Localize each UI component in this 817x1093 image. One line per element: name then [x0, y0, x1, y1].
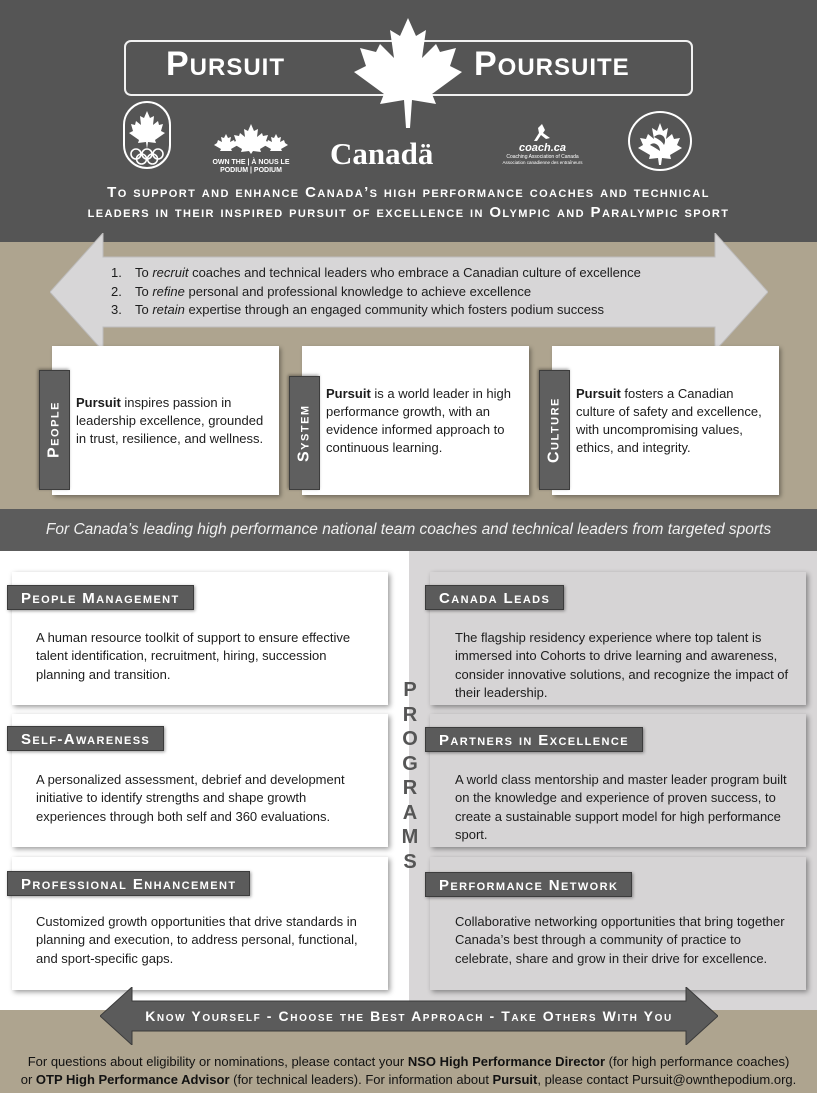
- pillar-tab-system: System: [289, 376, 320, 490]
- own-the-podium-logo: [210, 124, 292, 174]
- maple-leaf-icon: [352, 18, 464, 128]
- cac-line2: Association canadienne des entraîneurs: [502, 160, 583, 165]
- otp-line1: OWN THE | À NOUS LE: [212, 159, 290, 166]
- mission-statement: [0, 183, 817, 222]
- goal-item: 3. To retain expertise through an engaged community which fosters podium success: [111, 302, 604, 317]
- mission-line-1: To support and enhance Canada’s high performance coaches and technical: [107, 184, 710, 201]
- tagline-text: Know Yourself - Choose the Best Approach - Take Others With You: [145, 1008, 673, 1024]
- program-title-performance-network: Performance Network: [425, 872, 632, 897]
- cac-line1: Coaching Association of Canada: [506, 154, 579, 160]
- programs-letter: G: [402, 752, 418, 775]
- programs-letter: O: [402, 728, 418, 750]
- programs-letter: S: [403, 850, 417, 873]
- pillar-text-people: Pursuit inspires passion in leadership excellence, grounded in trust, resilience, and wellness.: [76, 395, 264, 446]
- pillar-tab-people: People: [39, 370, 70, 490]
- audience-strip: For Canada’s leading high performance national team coaches and technical leaders from targeted sports: [0, 509, 817, 551]
- programs-letter: M: [401, 826, 419, 848]
- pillar-text-culture: Pursuit fosters a Canadian culture of safety and excellence, with uncompromising values, ethics, and integrity.: [576, 386, 762, 455]
- goal-item: 2. To refine personal and professional knowledge to achieve excellence: [111, 283, 532, 299]
- pillar-text-system: Pursuit is a world leader in high performance growth, with an evidence informed approach to continuous learning.: [326, 386, 511, 455]
- triple-maple-icon: [210, 124, 292, 154]
- title-french: Poursuite: [474, 45, 630, 83]
- mission-line-2: leaders in their inspired pursuit of excellence in Olympic and Paralympic sport: [87, 203, 730, 221]
- program-text-self-awareness: A personalized assessment, debrief and development initiative to identify strengths and shape growth experiences through both self and 360 evaluations.: [36, 772, 345, 824]
- contact-line-1: For questions about eligibility or nominations, please contact your NSO High Performance Director (for high performance coaches): [27, 1054, 790, 1069]
- goal-item: 1. To recruit coaches and technical leaders who embrace a Canadian culture of excellence: [111, 265, 641, 280]
- contact-line-2: or OTP High Performance Advisor (for technical leaders). For information about Pursuit, please contact Pursuit@ownthepodium.org.: [20, 1072, 797, 1087]
- pillar-tab-culture: Culture: [539, 370, 570, 490]
- program-title-canada-leads: Canada Leads: [425, 585, 564, 610]
- olympic-rings-icon: [125, 103, 169, 167]
- programs-letter: R: [402, 703, 418, 726]
- program-text-performance-network: Collaborative networking opportunities that bring together Canada’s best through a community of practice to celebrate, share and grow in their drive for excellence.: [455, 914, 785, 966]
- coach-figure-icon: [528, 124, 558, 142]
- paralympic-committee-logo: [628, 111, 692, 171]
- program-text-people-management: A human resource toolkit of support to ensure effective talent identification, recruitment, hiring, succession planning and transition.: [36, 630, 351, 682]
- paralympic-leaf-icon: [630, 113, 690, 169]
- program-text-partners-in-excellence: A world class mentorship and master leader program built on the knowledge and experience of proven success, to create a sustainable support model for high performance sport.: [455, 772, 787, 843]
- cac-name: coach.ca: [518, 142, 567, 154]
- canada-wordmark: Canadä: [330, 136, 434, 171]
- goals-list: [111, 264, 641, 320]
- program-text-canada-leads: The flagship residency experience where top talent is immersed into Cohorts to drive learning and awareness, consider innovative solutions, and recognize the impact of their leadership.: [455, 630, 789, 701]
- program-title-people-management: People Management: [7, 585, 194, 610]
- program-title-professional-enhancement: Professional Enhancement: [7, 871, 250, 896]
- program-title-self-awareness: Self-Awareness: [7, 726, 164, 751]
- program-text-professional-enhancement: Customized growth opportunities that drive standards in planning and execution, to address personal, functional, and sport-specific gaps.: [36, 914, 358, 966]
- olympic-committee-logo: [123, 101, 171, 169]
- programs-letter: R: [402, 777, 418, 799]
- coaching-association-logo: [495, 124, 590, 174]
- otp-line2: PODIUM | PODIUM: [220, 167, 282, 174]
- programs-letter: A: [402, 801, 418, 824]
- programs-vertical-label: [399, 678, 421, 874]
- contact-info: [0, 1050, 817, 1093]
- programs-letter: P: [403, 679, 417, 701]
- title-english: Pursuit: [166, 45, 286, 83]
- program-title-partners-in-excellence: Partners in Excellence: [425, 727, 643, 752]
